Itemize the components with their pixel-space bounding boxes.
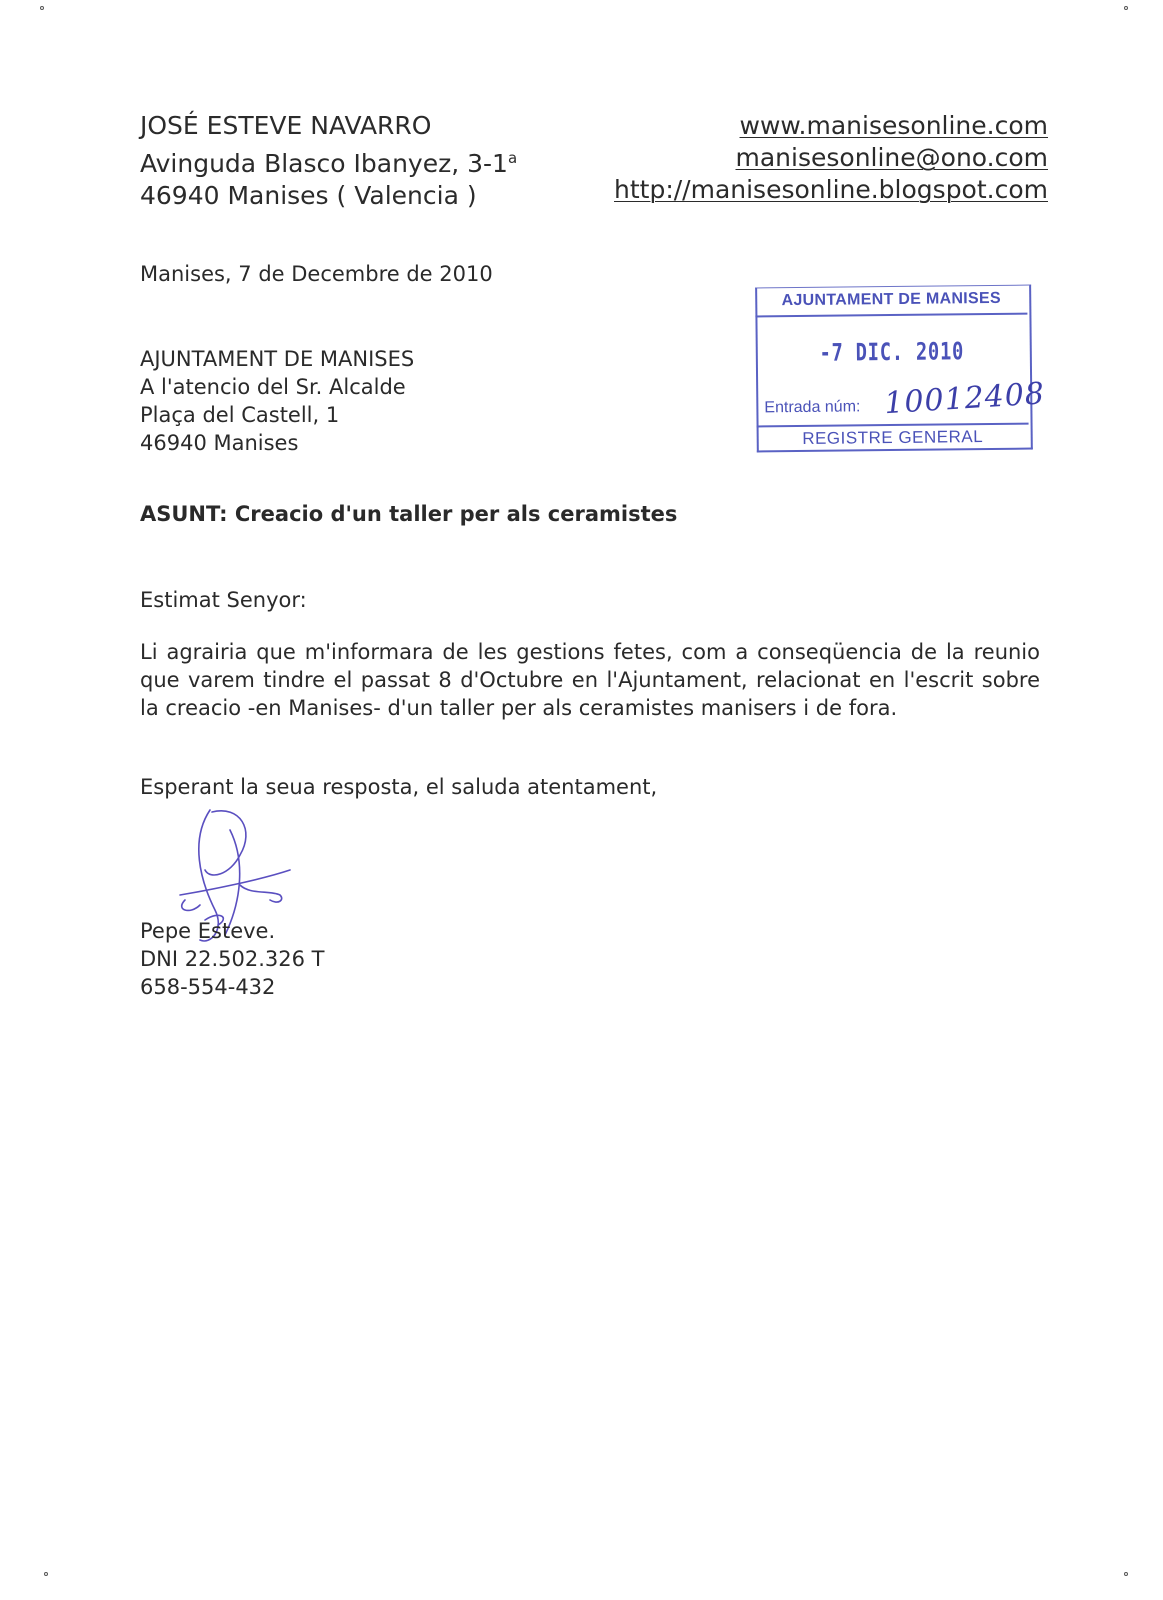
stamp-date: -7 DIC. 2010 (819, 337, 965, 367)
stamp-header: AJUNTAMENT DE MANISES (755, 285, 1027, 318)
website-link[interactable]: www.manisesonline.com (739, 111, 1048, 140)
scan-speck (40, 6, 44, 10)
sender-name: JOSÉ ESTEVE NAVARRO (140, 111, 432, 140)
signature-block (140, 917, 325, 1001)
signer-phone: 658-554-432 (140, 975, 276, 999)
recipient-line-3: Plaça del Castell, 1 (140, 403, 340, 427)
registry-stamp (755, 285, 1046, 458)
letter-date: Manises, 7 de Decembre de 2010 (140, 262, 493, 286)
scan-speck (1124, 1572, 1128, 1576)
sender-street-ordinal: a (507, 149, 518, 167)
sender-city: 46940 Manises ( Valencia ) (140, 181, 477, 210)
sender-address (140, 110, 517, 212)
recipient-address (140, 345, 414, 457)
closing-line: Esperant la seua resposta, el saluda atentament, (140, 775, 658, 799)
recipient-line-1: AJUNTAMENT DE MANISES (140, 347, 415, 371)
contact-links (614, 110, 1048, 206)
stamp-footer: REGISTRE GENERAL (757, 423, 1029, 450)
signer-dni: DNI 22.502.326 T (140, 947, 325, 971)
letter-subject: ASUNT: Creacio d'un taller per als ceramistes (140, 502, 678, 526)
scan-speck (44, 1572, 48, 1576)
blog-link[interactable]: http://manisesonline.blogspot.com (614, 175, 1048, 204)
salutation: Estimat Senyor: (140, 588, 307, 612)
email-link[interactable]: manisesonline@ono.com (735, 143, 1048, 172)
recipient-line-2: A l'atencio del Sr. Alcalde (140, 375, 406, 399)
letter-body: Li agrairia que m'informara de les gestions fetes, com a conseqüencia de la reunio que varem tindre el passat 8 d'Octubre en l'Ajuntament, relacionat en l'escrit sobre la creacio -en Manises- d'un taller per als ceramistes manisers i de fora. (140, 640, 1040, 720)
signer-name: Pepe Esteve. (140, 919, 276, 943)
recipient-line-4: 46940 Manises (140, 431, 299, 455)
stamp-entry-number: 10012408 (883, 376, 1046, 422)
stamp-entry-label: Entrada núm: (764, 398, 861, 417)
sender-street: Avinguda Blasco Ibanyez, 3-1$^a$ (140, 149, 518, 178)
scan-speck (1124, 6, 1128, 10)
